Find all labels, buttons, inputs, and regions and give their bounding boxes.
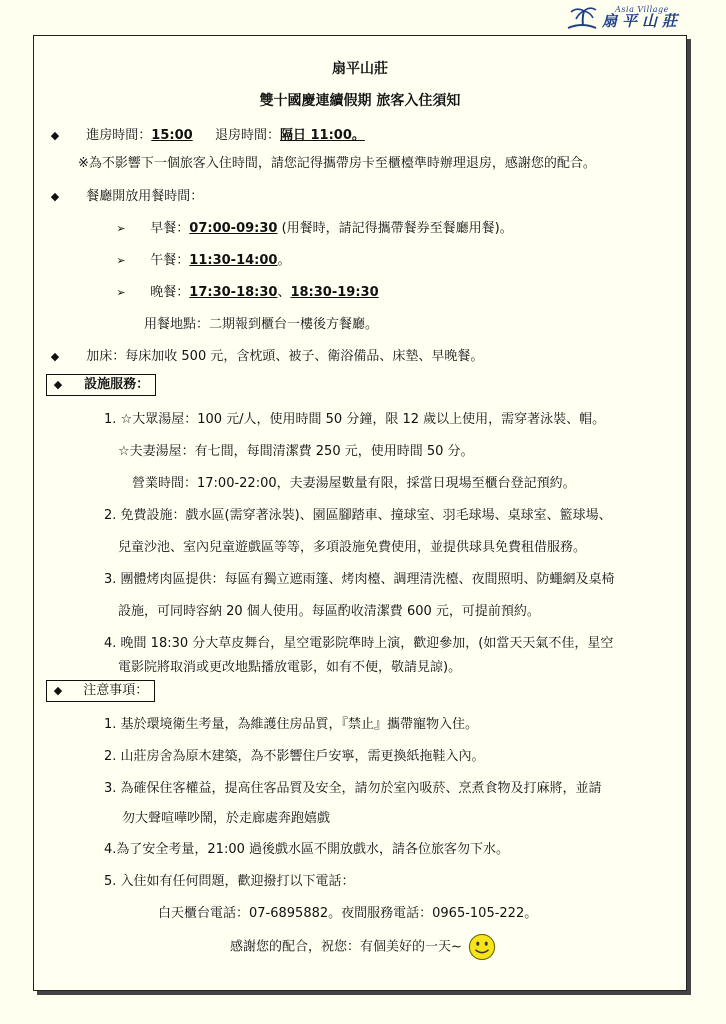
dinner-sep: 、 <box>277 285 291 300</box>
diamond-bullet-icon: ◆ <box>50 129 60 142</box>
phone-numbers: 白天櫃台電話：07-6895882。夜間服務電話：0965-105-222。 <box>158 906 538 921</box>
diamond-bullet-icon: ◆ <box>53 378 63 391</box>
notice-item-3a: 3. 為確保住客權益，提高住客品質及安全，請勿於室內吸菸、烹煮食物及打麻將，並請 <box>104 781 602 796</box>
notice-item-4: 4.為了安全考量，21:00 過後戲水區不開放戲水，請各位旅客勿下水。 <box>104 842 509 857</box>
dinner-time-2: 18:30-19:30 <box>290 285 379 300</box>
checkin-label: 進房時間： <box>86 128 152 143</box>
notice-item-2: 2. 山莊房舍為原木建築，為不影響住戶安寧，需更換紙拖鞋入內。 <box>104 749 485 764</box>
diamond-bullet-icon: ◆ <box>50 350 60 363</box>
arrow-bullet-icon: ➢ <box>116 254 126 267</box>
checkout-note: ※為不影響下一個旅客入住時間，請您記得攜帶房卡至櫃檯準時辦理退房，感謝您的配合。 <box>78 156 596 171</box>
checkin-line <box>48 128 365 144</box>
thanks-text: 感謝您的配合，祝您：有個美好的一天~ <box>230 939 462 955</box>
facilities-heading-box <box>46 374 156 396</box>
extra-bed-text: 加床：每床加收 500 元，含枕頭、被子、衛浴備品、床墊、早晚餐。 <box>86 349 484 364</box>
facility-item-1b: ☆夫妻湯屋：有七間，每間清潔費 250 元，使用時間 50 分。 <box>118 444 474 459</box>
arrow-bullet-icon: ➢ <box>116 222 126 235</box>
smiley-icon <box>468 933 496 961</box>
checkin-time: 15:00 <box>151 128 193 143</box>
breakfast-note: (用餐時，請記得攜帶餐券至餐廳用餐)。 <box>277 221 513 236</box>
breakfast-time: 07:00-09:30 <box>189 221 278 236</box>
dinner-time-1: 17:30-18:30 <box>189 285 278 300</box>
notice-item-1: 1. 基於環境衛生考量，為維護住房品質，『禁止』攜帶寵物入住。 <box>104 717 479 732</box>
facility-item-2a: 2. 免費設施：戲水區(需穿著泳裝)、園區腳踏車、撞球室、羽毛球場、桌球室、籃球場、 <box>104 508 612 523</box>
logo-name: 扇平山莊 <box>601 11 682 30</box>
arrow-bullet-icon: ➢ <box>116 286 126 299</box>
notices-heading-box <box>46 680 155 702</box>
dinner-label: 晚餐： <box>150 285 190 300</box>
breakfast-line <box>114 221 513 237</box>
lunch-end: 。 <box>277 253 291 268</box>
facility-item-1c: 營業時間：17:00-22:00，夫妻湯屋數量有限，採當日現場至櫃台登記預約。 <box>132 476 576 491</box>
palm-tree-logo-icon <box>566 4 598 30</box>
notice-item-5: 5. 入住如有任何問題，歡迎撥打以下電話： <box>104 874 355 889</box>
notice-frame <box>33 35 687 991</box>
page-subtitle: 雙十國慶連續假期 旅客入住須知 <box>259 93 461 109</box>
facility-item-2b: 兒童沙池、室內兒童遊戲區等等，多項設施免費使用，並提供球具免費租借服務。 <box>118 540 587 555</box>
facility-item-4a: 4. 晚間 18:30 分大草皮舞台，星空電影院準時上演，歡迎參加，(如當天天氣不佳，星空 <box>104 636 614 651</box>
dining-heading-line <box>48 189 203 205</box>
thanks-line <box>230 933 496 962</box>
facilities-heading: 設施服務： <box>84 377 150 392</box>
logo <box>566 4 682 30</box>
checkout-label: 退房時間： <box>214 128 280 143</box>
breakfast-label: 早餐： <box>150 221 190 236</box>
dining-location: 用餐地點：二期報到櫃台一樓後方餐廳。 <box>144 317 379 332</box>
lunch-label: 午餐： <box>150 253 190 268</box>
facility-item-1a: 1. ☆大眾湯屋：100 元/人，使用時間 50 分鐘，限 12 歲以上使用，需穿著泳裝、帽。 <box>104 412 606 427</box>
notices-heading: 注意事項： <box>83 683 149 698</box>
facility-item-3b: 設施，可同時容納 20 個人使用。每區酌收清潔費 600 元，可提前預約。 <box>118 604 540 619</box>
facility-item-4b: 電影院將取消或更改地點播放電影，如有不便，敬請見諒)。 <box>118 660 462 675</box>
extra-bed-line <box>48 349 483 365</box>
facility-item-3a: 3. 團體烤肉區提供：每區有獨立遮雨篷、烤肉檯、調理清洗檯、夜間照明、防蠅網及桌椅 <box>104 572 615 587</box>
dining-heading: 餐廳開放用餐時間： <box>86 189 204 204</box>
page-title: 扇平山莊 <box>332 61 388 77</box>
dinner-line <box>114 285 379 301</box>
lunch-time: 11:30-14:00 <box>189 253 278 268</box>
lunch-line <box>114 253 290 269</box>
checkout-time: 隔日 11:00。 <box>279 128 365 143</box>
diamond-bullet-icon: ◆ <box>50 190 60 203</box>
notice-item-3b: 勿大聲喧嘩吵鬧，於走廊處奔跑嬉戲 <box>122 811 331 826</box>
logo-subtitle: Asia Village <box>615 4 669 14</box>
diamond-bullet-icon: ◆ <box>53 684 63 697</box>
